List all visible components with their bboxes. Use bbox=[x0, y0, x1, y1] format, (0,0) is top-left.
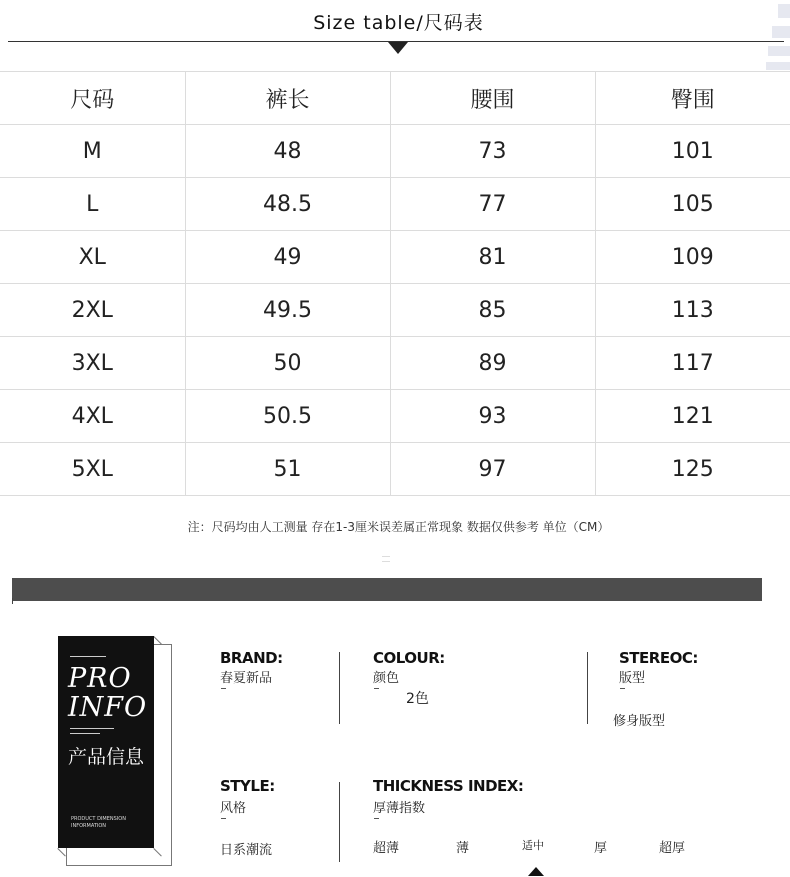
column-header-length: 裤长 bbox=[185, 72, 390, 125]
style-value: 日系潮流 bbox=[220, 843, 273, 858]
section-divider-band bbox=[12, 578, 762, 601]
separator-mark bbox=[382, 556, 390, 562]
waist-cell: 77 bbox=[390, 178, 595, 231]
waist-cell: 73 bbox=[390, 125, 595, 178]
length-cell: 48.5 bbox=[185, 178, 390, 231]
table-row bbox=[0, 443, 790, 496]
colour-label-cn: 颜色 bbox=[373, 671, 400, 686]
card-line-info: INFO bbox=[68, 692, 148, 723]
card-line-pro: PRO bbox=[68, 663, 132, 694]
size-table bbox=[0, 71, 790, 496]
hip-cell: 121 bbox=[595, 390, 790, 443]
product-info-card bbox=[58, 636, 154, 848]
colour-value: 2色 bbox=[406, 691, 429, 707]
table-row bbox=[0, 231, 790, 284]
length-cell: 51 bbox=[185, 443, 390, 496]
colour-dash bbox=[374, 688, 379, 689]
size-cell: 2XL bbox=[0, 284, 185, 337]
hip-cell: 109 bbox=[595, 231, 790, 284]
stereo-label-cn: 版型 bbox=[619, 671, 646, 686]
thickness-dash bbox=[374, 818, 379, 819]
thickness-label: THICKNESS INDEX: bbox=[373, 777, 524, 795]
table-row bbox=[0, 125, 790, 178]
size-cell: 5XL bbox=[0, 443, 185, 496]
card-rule bbox=[70, 656, 106, 657]
thickness-level-ultra-thick: 超厚 bbox=[659, 841, 686, 856]
thickness-level-thin: 薄 bbox=[456, 841, 470, 856]
size-cell: M bbox=[0, 125, 185, 178]
waist-cell: 89 bbox=[390, 337, 595, 390]
card-subtitle-line2: INFORMATION bbox=[71, 823, 107, 829]
brand-dash bbox=[221, 688, 226, 689]
stereo-label: STEREOC: bbox=[619, 649, 698, 667]
card-subtitle-en bbox=[71, 816, 151, 830]
thickness-level-medium: 适中 bbox=[522, 839, 544, 852]
table-row bbox=[0, 178, 790, 231]
column-header-hip: 臀围 bbox=[595, 72, 790, 125]
hip-cell: 105 bbox=[595, 178, 790, 231]
hip-cell: 113 bbox=[595, 284, 790, 337]
length-cell: 49 bbox=[185, 231, 390, 284]
brand-value: 春夏新品 bbox=[220, 671, 273, 686]
waist-cell: 81 bbox=[390, 231, 595, 284]
stereo-dash bbox=[620, 688, 625, 689]
title-arrow-icon bbox=[388, 42, 408, 54]
hip-cell: 101 bbox=[595, 125, 790, 178]
colour-label: COLOUR: bbox=[373, 649, 445, 667]
length-cell: 48 bbox=[185, 125, 390, 178]
table-header-row bbox=[0, 72, 790, 125]
card-rule bbox=[70, 728, 114, 729]
table-row bbox=[0, 284, 790, 337]
waist-cell: 85 bbox=[390, 284, 595, 337]
column-header-waist: 腰围 bbox=[390, 72, 595, 125]
style-label: STYLE: bbox=[220, 777, 275, 795]
column-header-size: 尺码 bbox=[0, 72, 185, 125]
corner-decoration bbox=[762, 0, 790, 72]
table-row bbox=[0, 337, 790, 390]
size-table-title: Size table/尺码表 bbox=[313, 12, 484, 34]
thickness-label-cn: 厚薄指数 bbox=[373, 801, 426, 816]
column-separator bbox=[587, 652, 588, 724]
stereo-value: 修身版型 bbox=[613, 714, 666, 729]
length-cell: 50 bbox=[185, 337, 390, 390]
column-separator bbox=[339, 652, 340, 724]
style-label-cn: 风格 bbox=[220, 801, 247, 816]
column-separator bbox=[339, 782, 340, 862]
thickness-selected-arrow-icon bbox=[528, 867, 544, 876]
measurement-note: 注：尺码均由人工测量 存在1-3厘米误差属正常现象 数据仅供参考 单位（CM） bbox=[187, 520, 610, 534]
thickness-level-thick: 厚 bbox=[594, 841, 608, 856]
card-rule bbox=[70, 733, 100, 734]
card-subtitle-line1: PRODUCT DIMENSION bbox=[71, 816, 126, 822]
size-cell: 4XL bbox=[0, 390, 185, 443]
card-title-cn: 产品信息 bbox=[68, 746, 145, 768]
hip-cell: 117 bbox=[595, 337, 790, 390]
hip-cell: 125 bbox=[595, 443, 790, 496]
size-cell: 3XL bbox=[0, 337, 185, 390]
waist-cell: 97 bbox=[390, 443, 595, 496]
band-tick bbox=[12, 598, 13, 604]
size-cell: XL bbox=[0, 231, 185, 284]
length-cell: 50.5 bbox=[185, 390, 390, 443]
brand-label: BRAND: bbox=[220, 649, 283, 667]
length-cell: 49.5 bbox=[185, 284, 390, 337]
size-cell: L bbox=[0, 178, 185, 231]
card-edge-line bbox=[57, 848, 65, 856]
card-pro-text bbox=[68, 664, 147, 722]
thickness-level-ultra-thin: 超薄 bbox=[373, 841, 400, 856]
style-dash bbox=[221, 818, 226, 819]
waist-cell: 93 bbox=[390, 390, 595, 443]
table-row bbox=[0, 390, 790, 443]
